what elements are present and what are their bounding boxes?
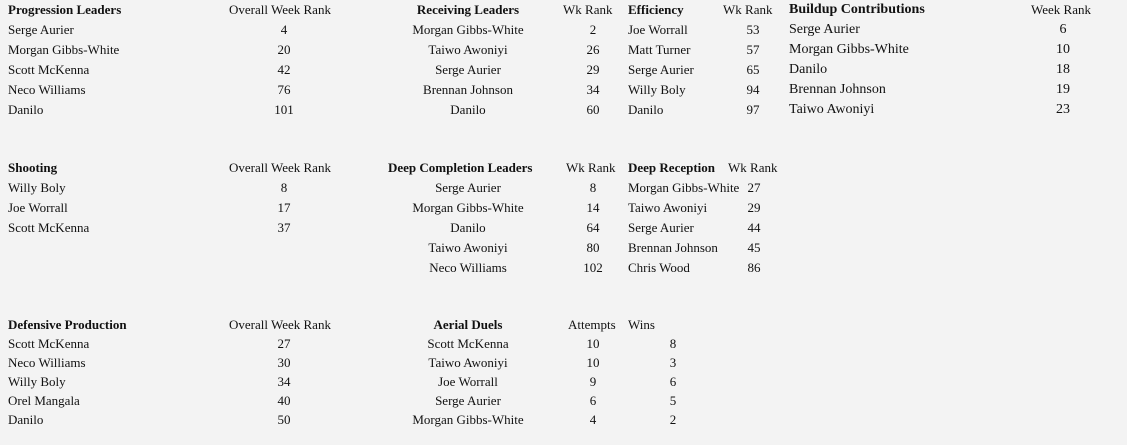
rank-value: 64: [586, 220, 600, 235]
rank-header: Wk Rank: [563, 2, 613, 17]
table-title: Efficiency: [628, 2, 684, 17]
wins-value: 5: [669, 393, 677, 408]
player-name: Brennan Johnson: [789, 82, 886, 97]
wins-value: 6: [669, 374, 677, 389]
rank-value: 23: [1056, 102, 1070, 117]
rank-value: 60: [586, 102, 600, 117]
rank-value: 14: [586, 200, 600, 215]
player-name: Chris Wood: [628, 260, 690, 275]
player-name: Danilo: [789, 62, 828, 77]
table-title: Buildup Contributions: [789, 2, 925, 17]
rank-value: 34: [277, 374, 291, 389]
player-name: Brennan Johnson: [423, 82, 513, 97]
player-name: Taiwo Awoniyi: [428, 240, 508, 255]
player-name: Serge Aurier: [435, 180, 501, 195]
attempts-value: 6: [589, 393, 597, 408]
player-name: Willy Boly: [8, 180, 66, 195]
player-name: Serge Aurier: [435, 393, 501, 408]
rank-value: 17: [277, 200, 291, 215]
rank-value: 65: [746, 62, 760, 77]
attempts-value: 10: [586, 336, 600, 351]
player-name: Joe Worrall: [8, 200, 68, 215]
rank-value: 27: [277, 336, 291, 351]
rank-value: 6: [1059, 22, 1067, 37]
rank-value: 18: [1056, 62, 1070, 77]
rank-header: Wk Rank: [566, 160, 616, 175]
rank-value: 27: [747, 180, 761, 195]
attempts-value: 4: [589, 412, 597, 427]
player-name: Taiwo Awoniyi: [428, 42, 508, 57]
rank-value: 40: [277, 393, 291, 408]
rank-header: Wk Rank: [723, 2, 773, 17]
player-name: Serge Aurier: [628, 62, 694, 77]
rank-value: 19: [1056, 82, 1070, 97]
player-name: Danilo: [8, 102, 44, 117]
wins-header: Wins: [628, 317, 655, 332]
attempts-value: 10: [586, 355, 600, 370]
rank-header: Overall Week Rank: [229, 160, 331, 175]
rank-value: 2: [589, 22, 597, 37]
player-name: Morgan Gibbs-White: [8, 42, 120, 57]
player-name: Scott McKenna: [427, 336, 509, 351]
player-name: Morgan Gibbs-White: [412, 412, 524, 427]
player-name: Joe Worrall: [438, 374, 498, 389]
rank-value: 97: [746, 102, 760, 117]
rank-value: 10: [1056, 42, 1070, 57]
rank-value: 34: [586, 82, 600, 97]
rank-header: Overall Week Rank: [229, 2, 331, 17]
rank-value: 8: [589, 180, 597, 195]
player-name: Scott McKenna: [8, 336, 90, 351]
rank-value: 29: [586, 62, 600, 77]
player-name: Willy Boly: [8, 374, 66, 389]
player-name: Neco Williams: [8, 82, 86, 97]
rank-value: 42: [277, 62, 291, 77]
rank-value: 57: [746, 42, 760, 57]
rank-value: 37: [277, 220, 291, 235]
wins-value: 8: [669, 336, 677, 351]
table-title: Deep Reception: [628, 160, 716, 175]
player-name: Taiwo Awoniyi: [428, 355, 508, 370]
player-name: Danilo: [8, 412, 44, 427]
player-name: Morgan Gibbs-White: [628, 180, 740, 195]
attempts-header: Attempts: [568, 317, 616, 332]
player-name: Danilo: [450, 102, 486, 117]
wins-value: 3: [669, 355, 677, 370]
table-title: Defensive Production: [8, 317, 127, 332]
rank-value: 53: [746, 22, 760, 37]
player-name: Danilo: [628, 102, 664, 117]
player-name: Serge Aurier: [789, 22, 860, 37]
rank-header: Wk Rank: [728, 160, 778, 175]
attempts-value: 9: [589, 374, 597, 389]
player-name: Morgan Gibbs-White: [412, 22, 524, 37]
table-title: Aerial Duels: [433, 317, 503, 332]
table-title: Deep Completion Leaders: [388, 160, 533, 175]
wins-value: 2: [669, 412, 677, 427]
rank-value: 94: [746, 82, 760, 97]
player-name: Scott McKenna: [8, 62, 90, 77]
player-name: Serge Aurier: [8, 22, 74, 37]
player-name: Taiwo Awoniyi: [789, 102, 875, 117]
rank-value: 30: [277, 355, 291, 370]
player-name: Serge Aurier: [435, 62, 501, 77]
player-name: Matt Turner: [628, 42, 691, 57]
player-name: Taiwo Awoniyi: [628, 200, 708, 215]
rank-header: Week Rank: [1031, 2, 1091, 17]
player-name: Neco Williams: [429, 260, 507, 275]
rank-value: 26: [586, 42, 600, 57]
rank-value: 50: [277, 412, 291, 427]
player-name: Orel Mangala: [8, 393, 80, 408]
player-name: Morgan Gibbs-White: [412, 200, 524, 215]
rank-value: 86: [747, 260, 761, 275]
player-name: Serge Aurier: [628, 220, 694, 235]
rank-value: 20: [277, 42, 291, 57]
rank-value: 101: [274, 102, 294, 117]
rank-value: 8: [280, 180, 288, 195]
table-title: Receiving Leaders: [416, 2, 520, 17]
rank-value: 44: [747, 220, 761, 235]
player-name: Morgan Gibbs-White: [789, 42, 909, 57]
rank-value: 4: [280, 22, 288, 37]
table-title: Shooting: [8, 160, 58, 175]
player-name: Scott McKenna: [8, 220, 90, 235]
player-name: Neco Williams: [8, 355, 86, 370]
rank-value: 80: [586, 240, 600, 255]
player-name: Willy Boly: [628, 82, 686, 97]
rank-value: 45: [747, 240, 761, 255]
player-name: Brennan Johnson: [628, 240, 718, 255]
player-name: Danilo: [450, 220, 486, 235]
player-name: Joe Worrall: [628, 22, 688, 37]
rank-header: Overall Week Rank: [229, 317, 331, 332]
rank-value: 76: [277, 82, 291, 97]
table-title: Progression Leaders: [8, 2, 122, 17]
rank-value: 29: [747, 200, 761, 215]
rank-value: 102: [583, 260, 603, 275]
